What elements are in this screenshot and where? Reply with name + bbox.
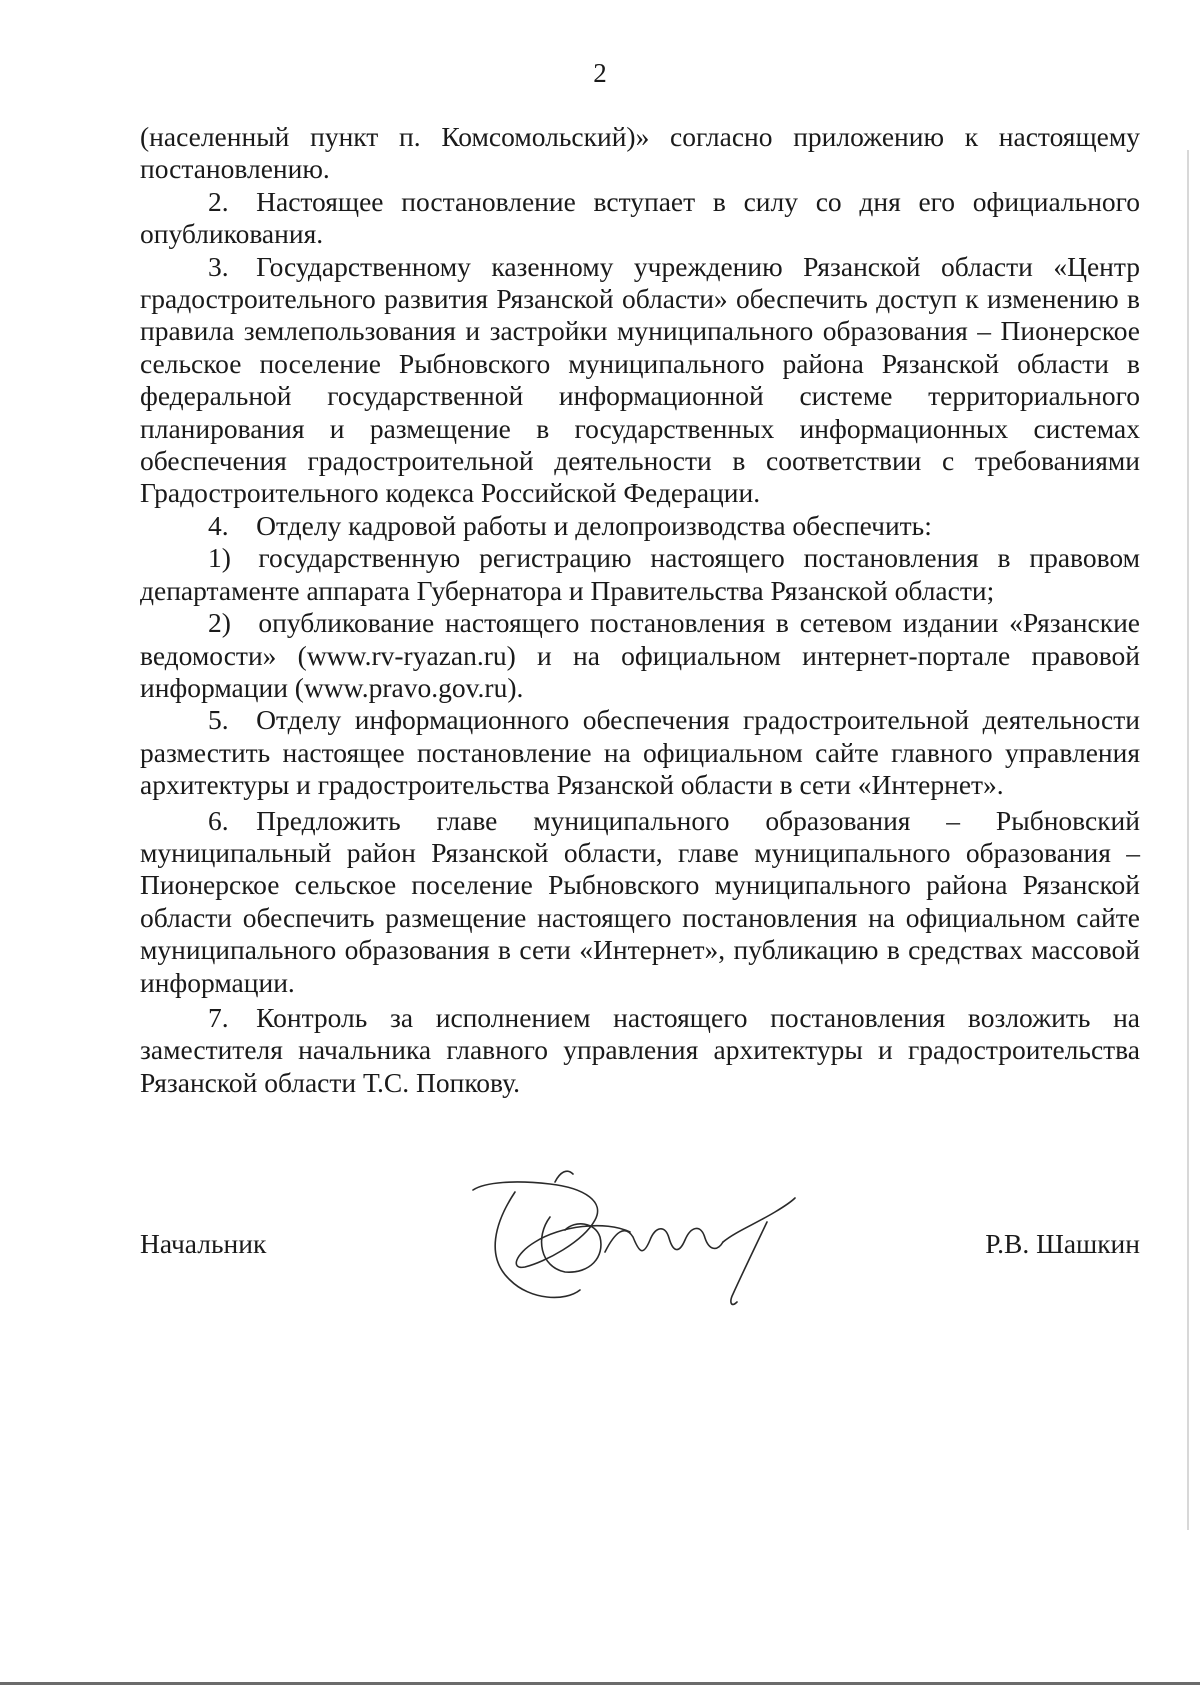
signatory-name: Р.В. Шашкин bbox=[985, 1228, 1140, 1259]
document-body bbox=[140, 121, 1140, 1099]
paragraph-continuation: (населенный пункт п. Комсомольский)» согласно приложению к настоящему постановлению. bbox=[140, 121, 1140, 185]
scan-bottom-edge bbox=[0, 1682, 1200, 1685]
paragraph-item-7: 7. Контроль за исполнением настоящего постановления возложить на заместителя начальника главного управления архитектуры и градостроительства Рязанской области Т.С. Попкову. bbox=[140, 1001, 1140, 1098]
handwritten-signature bbox=[455, 1162, 815, 1312]
paragraph-subitem-1: 1) государственную регистрацию настоящего постановления в правовом департаменте аппарата Губернатора и Правительства Рязанской области; bbox=[140, 542, 1140, 606]
paragraph-item-3: 3. Государственному казенному учреждению Рязанской области «Центр градостроительного развития Рязанской области» обеспечить доступ к изменению в правила землепользования и застройки муниципального образования – Пионерское сельское поселение Рыбновского муниципального района Рязанской области в федеральной государственной информационной системе территориального планирования и размещение в государственных информационных системах обеспечения градостроительной деятельности в соответствии с требованиями Градостроительного кодекса Российской Федерации. bbox=[140, 250, 1140, 509]
paragraph-item-5: 5. Отделу информационного обеспечения градостроительной деятельности разместить настоящее постановление на официальном сайте главного управления архитектуры и градостроительства Рязанской области в сети «Интернет». bbox=[140, 704, 1140, 801]
paragraph-item-6: 6. Предложить главе муниципального образования – Рыбновский муниципальный район Рязанской области, главе муниципального образования – Пионерское сельское поселение Рыбновского муниципального района Рязанской области обеспечить размещение настоящего постановления на официальном сайте муниципального образования в сети «Интернет», публикацию в средствах массовой информации. bbox=[140, 804, 1140, 998]
paragraph-subitem-2: 2) опубликование настоящего постановления в сетевом издании «Рязанские ведомости» (www.rv-ryazan.ru) и на официальном интернет-портале правовой информации (www.pravo.gov.ru). bbox=[140, 607, 1140, 703]
paragraph-item-2: 2. Настоящее постановление вступает в силу со дня его официального опубликования. bbox=[140, 185, 1140, 250]
signatory-title: Начальник bbox=[140, 1228, 267, 1259]
scan-edge-shadow bbox=[1187, 150, 1189, 1530]
page-number: 2 bbox=[593, 58, 607, 88]
paragraph-item-4: 4. Отделу кадровой работы и делопроизводства обеспечить: bbox=[208, 509, 932, 541]
